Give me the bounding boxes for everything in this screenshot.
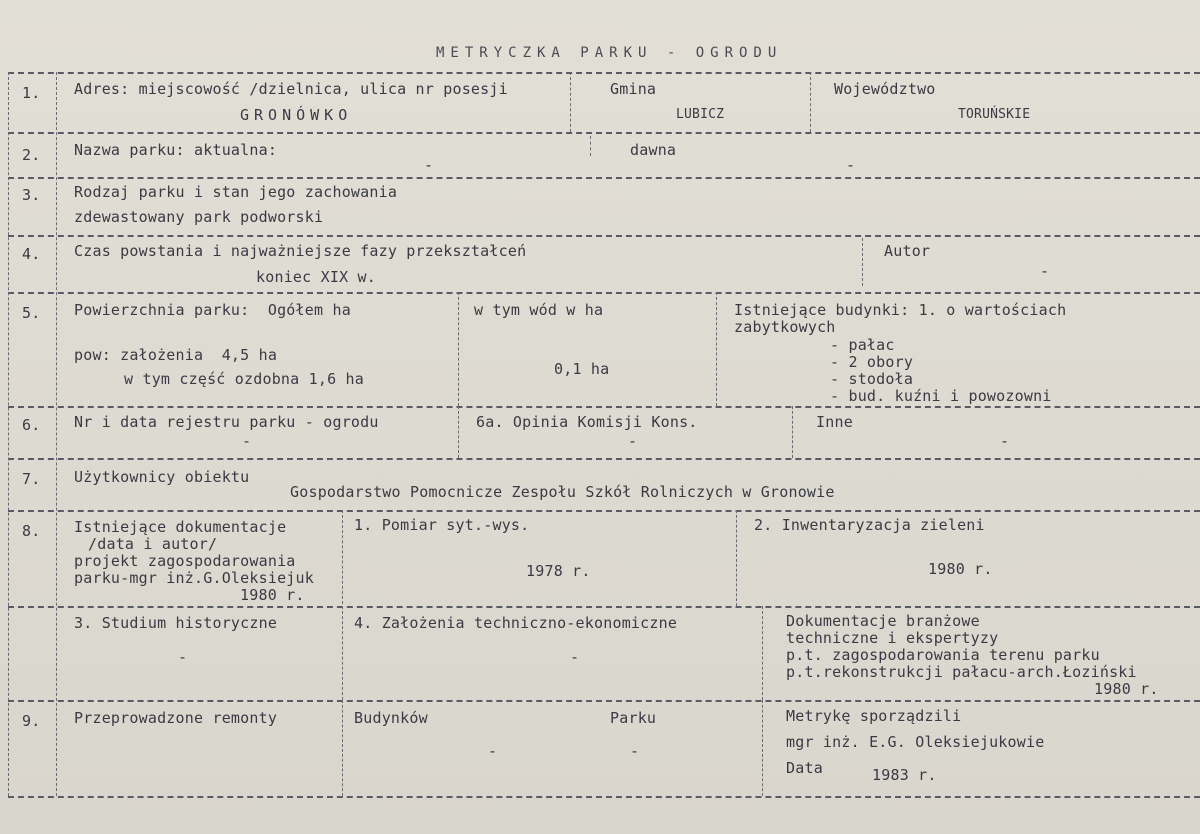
- rule: [8, 406, 1200, 408]
- area-label: Powierzchnia parku: Ogółem ha: [74, 301, 351, 319]
- gmina-label: Gmina: [610, 80, 657, 98]
- park-name-value: -: [424, 156, 434, 174]
- docs-line: 1980 r.: [240, 586, 305, 604]
- building-item: - pałac: [830, 336, 895, 354]
- border-left: [8, 72, 9, 796]
- water-label: w tym wód w ha: [474, 301, 604, 319]
- building-item: - bud. kuźni i powozowni: [830, 387, 1052, 405]
- row-number: 3.: [22, 186, 41, 204]
- branch-docs-line: techniczne i ekspertyzy: [786, 629, 999, 647]
- row-number: 9.: [22, 712, 41, 730]
- rule: [8, 72, 1200, 74]
- gmina-value: LUBICZ: [676, 107, 725, 122]
- prepared-value: mgr inż. E.G. Oleksiejukowie: [786, 733, 1045, 751]
- park-repair-value: -: [630, 742, 640, 760]
- divider: [736, 510, 737, 606]
- row-number: 2.: [22, 146, 41, 164]
- origin-label: Czas powstania i najważniejsze fazy przekształceń: [74, 242, 527, 260]
- survey-value: 1978 r.: [526, 562, 591, 580]
- row-number: 5.: [22, 304, 41, 322]
- buildings-label-cont: zabytkowych: [734, 318, 836, 336]
- divider: [762, 606, 763, 700]
- park-type-label: Rodzaj parku i stan jego zachowania: [74, 183, 398, 201]
- row-number: 1.: [22, 84, 41, 102]
- area-total: pow: założenia 4,5 ha: [74, 346, 278, 364]
- rule: [8, 796, 1200, 798]
- building-item: - stodoła: [830, 370, 914, 388]
- divider: [570, 72, 571, 132]
- rule: [8, 458, 1200, 460]
- voivodeship-label: Województwo: [834, 80, 936, 98]
- buildings-label: Istniejące budynki: 1. o wartościach: [734, 301, 1067, 319]
- docs-line: Istniejące dokumentacje: [74, 518, 287, 536]
- inventory-value: 1980 r.: [928, 560, 993, 578]
- water-value: 0,1 ha: [554, 360, 610, 378]
- building-item: - 2 obory: [830, 353, 914, 371]
- divider: [458, 406, 459, 458]
- origin-value: koniec XIX w.: [256, 268, 376, 286]
- register-label: Nr i data rejestru parku - ogrodu: [74, 413, 379, 431]
- row-number: 4.: [22, 245, 41, 263]
- survey-label: 1. Pomiar syt.-wys.: [354, 516, 530, 534]
- divider: [762, 700, 763, 796]
- park-repair-label: Parku: [610, 709, 657, 727]
- rule: [8, 700, 1200, 702]
- other-value: -: [1000, 432, 1010, 450]
- divider: [810, 72, 811, 132]
- divider: [716, 292, 717, 406]
- address-value: GRONÓWKO: [240, 106, 353, 124]
- divider: [792, 406, 793, 458]
- rule: [8, 132, 1200, 134]
- tech-econ-label: 4. Założenia techniczno-ekonomiczne: [354, 614, 678, 632]
- opinion-label: 6a. Opinia Komisji Kons.: [476, 413, 698, 431]
- other-label: Inne: [816, 413, 853, 431]
- form-title: METRYCZKA PARKU - OGRODU: [436, 45, 783, 61]
- divider: [458, 292, 459, 406]
- users-value: Gospodarstwo Pomocnicze Zespołu Szkół Rolniczych w Gronowie: [290, 483, 835, 501]
- divider: [862, 238, 863, 286]
- history-study-value: -: [178, 648, 188, 666]
- park-type-value: zdewastowany park podworski: [74, 208, 324, 226]
- tech-econ-value: -: [570, 648, 580, 666]
- row-number: 7.: [22, 470, 41, 488]
- buildings-repair-label: Budynków: [354, 709, 428, 727]
- branch-docs-line: 1980 r.: [1094, 680, 1159, 698]
- repairs-label: Przeprowadzone remonty: [74, 709, 278, 727]
- branch-docs-line: p.t. zagospodarowania terenu parku: [786, 646, 1100, 664]
- docs-line: /data i autor/: [88, 535, 218, 553]
- park-name-label: Nazwa parku: aktualna:: [74, 141, 278, 159]
- date-value: 1983 r.: [872, 766, 937, 784]
- author-value: -: [1040, 262, 1050, 280]
- prepared-label: Metrykę sporządzili: [786, 707, 962, 725]
- buildings-repair-value: -: [488, 742, 498, 760]
- former-name-value: -: [846, 156, 856, 174]
- area-ornamental: w tym część ozdobna 1,6 ha: [124, 370, 364, 388]
- number-column-divider: [56, 72, 57, 796]
- rule: [8, 292, 1200, 294]
- register-value: -: [242, 432, 252, 450]
- row-number: 8.: [22, 522, 41, 540]
- author-label: Autor: [884, 242, 931, 260]
- row-number: 6.: [22, 416, 41, 434]
- rule: [8, 177, 1200, 179]
- rule: [8, 606, 1200, 608]
- users-label: Użytkownicy obiektu: [74, 468, 250, 486]
- divider: [342, 700, 343, 796]
- divider: [342, 510, 343, 700]
- inventory-label: 2. Inwentaryzacja zieleni: [754, 516, 985, 534]
- opinion-value: -: [628, 432, 638, 450]
- date-label: Data: [786, 759, 823, 777]
- docs-line: parku-mgr inż.G.Oleksiejuk: [74, 569, 314, 587]
- former-name-label: dawna: [630, 141, 677, 159]
- rule: [8, 235, 1200, 237]
- voivodeship-value: TORUŃSKIE: [958, 107, 1031, 122]
- divider: [590, 136, 591, 156]
- docs-line: projekt zagospodarowania: [74, 552, 296, 570]
- branch-docs-line: p.t.rekonstrukcji pałacu-arch.Łoziński: [786, 663, 1137, 681]
- rule: [8, 510, 1200, 512]
- address-label: Adres: miejscowość /dzielnica, ulica nr posesji: [74, 80, 508, 98]
- branch-docs-line: Dokumentacje branżowe: [786, 612, 980, 630]
- history-study-label: 3. Studium historyczne: [74, 614, 278, 632]
